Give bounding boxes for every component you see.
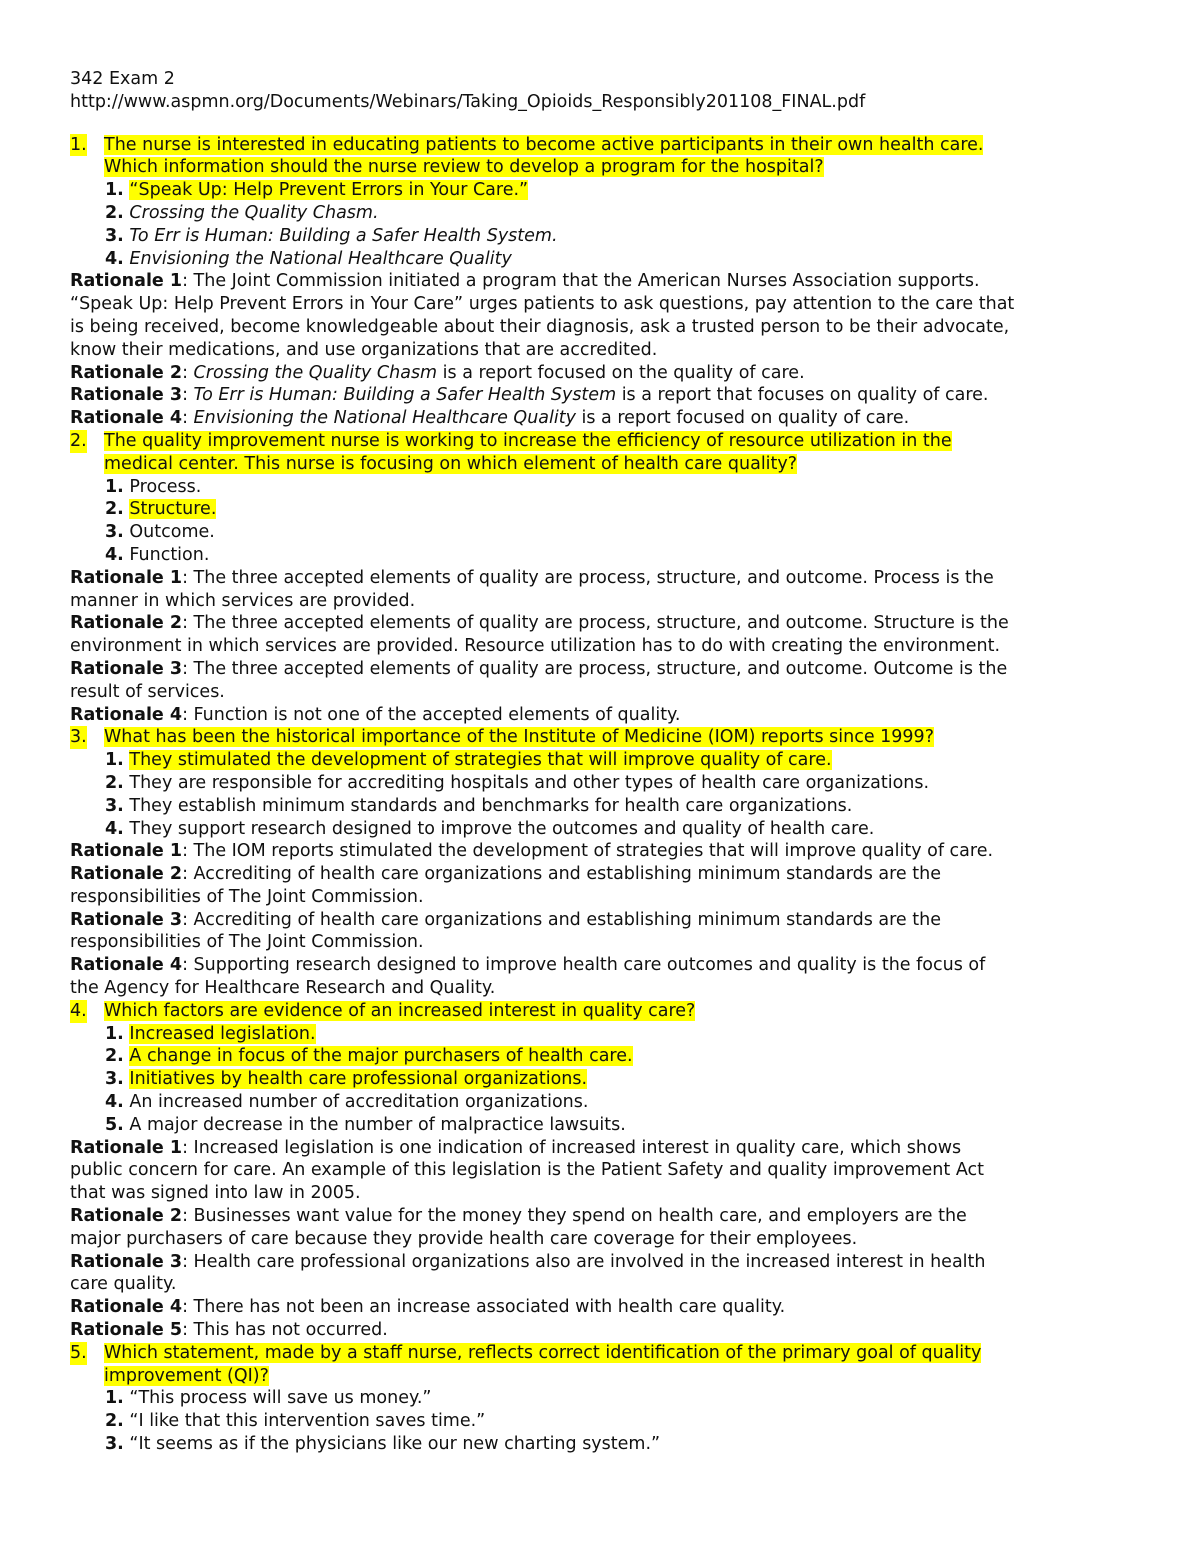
question-block (70, 1342, 1140, 1456)
rationale: Rationale 1: The IOM reports stimulated the development of strategies that will improve quality of care. (70, 841, 994, 862)
rationale: Rationale 2: Businesses want value for the money they spend on health care, and employers are the (70, 1206, 967, 1227)
question-text-line: medical center. This nurse is focusing on which element of health care quality? (104, 453, 798, 474)
question-stem (70, 726, 1140, 749)
answer-option: 1. “Speak Up: Help Prevent Errors in Your Care.” (105, 180, 529, 201)
rationale-continuation: public concern for care. An example of this legislation is the Patient Safety and quality improvement Act (70, 1160, 984, 1181)
rationale: Rationale 3: To Err is Human: Building a Safer Health System is a report that focuses on quality of care. (70, 385, 989, 406)
answer-option: 3. Initiatives by health care professional organizations. (105, 1069, 588, 1090)
answer-option: 3. Outcome. (105, 522, 215, 543)
question-text-line: The quality improvement nurse is working to increase the efficiency of resource utilization in the (104, 430, 952, 451)
answer-option: 3. “It seems as if the physicians like our new charting system.” (105, 1434, 661, 1455)
answer-option: 1. They stimulated the development of strategies that will improve quality of care. (105, 750, 832, 771)
rationale-continuation: major purchasers of care because they provide health care coverage for their employees. (70, 1228, 858, 1249)
question-text-line: improvement (QI)? (104, 1365, 269, 1386)
answer-option: 2. They are responsible for accrediting hospitals and other types of health care organizations. (105, 772, 930, 793)
answer-option: 2. “I like that this intervention saves time.” (105, 1411, 486, 1432)
option-text: Increased legislation. (129, 1023, 316, 1044)
option-text: Process. (129, 476, 202, 497)
rationale-continuation: “Speak Up: Help Prevent Errors in Your Care” urges patients to ask questions, pay attention to the care that (70, 294, 1015, 315)
question-number: 3. (70, 727, 87, 748)
question-block (70, 430, 1140, 726)
question-text-line: Which information should the nurse review to develop a program for the hospital? (104, 157, 824, 178)
question-stem (70, 430, 1140, 453)
question-text-line: The nurse is interested in educating patients to become active participants in their own health care. (104, 134, 984, 155)
question-number: 4. (70, 1000, 87, 1021)
option-text: “This process will save us money.” (129, 1388, 432, 1409)
question-text-line: Which factors are evidence of an increased interest in quality care? (104, 1000, 696, 1021)
question-number: 1. (70, 134, 87, 155)
rationale: Rationale 3: Health care professional organizations also are involved in the increased interest in health (70, 1251, 986, 1272)
rationale-continuation: that was signed into law in 2005. (70, 1183, 361, 1204)
question-block (70, 726, 1140, 1000)
document-header (70, 68, 1140, 114)
rationale-continuation: responsibilities of The Joint Commission. (70, 932, 424, 953)
rationale: Rationale 1: The Joint Commission initiated a program that the American Nurses Association supports. (70, 271, 980, 292)
answer-option: 4. Envisioning the National Healthcare Quality (105, 248, 512, 269)
answer-option: 4. They support research designed to improve the outcomes and quality of health care. (105, 818, 875, 839)
option-text: Structure. (129, 499, 217, 520)
document-title: 342 Exam 2 (70, 69, 175, 89)
option-text: “It seems as if the physicians like our new charting system.” (129, 1434, 661, 1455)
rationale: Rationale 2: The three accepted elements of quality are process, structure, and outcome. Structure is the (70, 613, 1009, 634)
answer-option: 1. “This process will save us money.” (105, 1388, 432, 1409)
option-text: “I like that this intervention saves time.” (129, 1411, 486, 1432)
rationale-continuation: the Agency for Healthcare Research and Quality. (70, 978, 496, 999)
option-text: Function. (129, 544, 210, 565)
rationale: Rationale 5: This has not occurred. (70, 1320, 388, 1341)
rationale: Rationale 3: Accrediting of health care organizations and establishing minimum standards are the (70, 909, 941, 930)
answer-option: 1. Increased legislation. (105, 1023, 316, 1044)
source-url: http://www.aspmn.org/Documents/Webinars/Taking_Opioids_Responsibly201108_FINAL.pdf (70, 91, 866, 112)
option-text: To Err is Human: Building a Safer Health System. (129, 225, 558, 246)
option-text: Outcome. (129, 522, 215, 543)
rationale-continuation: know their medications, and use organizations that are accredited. (70, 339, 658, 360)
rationale: Rationale 2: Accrediting of health care organizations and establishing minimum standards are the (70, 864, 941, 885)
answer-option: 2. Crossing the Quality Chasm. (105, 202, 379, 223)
option-text: They stimulated the development of strategies that will improve quality of care. (129, 750, 832, 771)
rationale: Rationale 2: Crossing the Quality Chasm is a report focused on the quality of care. (70, 362, 805, 383)
answer-option: 4. Function. (105, 544, 210, 565)
rationale-continuation: manner in which services are provided. (70, 590, 416, 611)
option-text: “Speak Up: Help Prevent Errors in Your Care.” (129, 180, 529, 201)
option-text: Initiatives by health care professional organizations. (129, 1069, 588, 1090)
answer-option: 5. A major decrease in the number of malpractice lawsuits. (105, 1114, 626, 1135)
option-text: They are responsible for accrediting hospitals and other types of health care organizations. (129, 772, 930, 793)
question-number: 5. (70, 1342, 87, 1363)
answer-option: 3. To Err is Human: Building a Safer Health System. (105, 225, 558, 246)
rationale-continuation: is being received, become knowledgeable about their diagnosis, ask a trusted person to be their advocate, (70, 316, 1010, 337)
question-number: 2. (70, 430, 87, 451)
option-text: An increased number of accreditation organizations. (129, 1092, 589, 1113)
option-text: A change in focus of the major purchasers of health care. (129, 1046, 633, 1067)
question-text-line: What has been the historical importance of the Institute of Medicine (IOM) reports since 1999? (104, 727, 934, 748)
rationale: Rationale 1: Increased legislation is one indication of increased interest in quality care, which shows (70, 1137, 962, 1158)
rationale-continuation: environment in which services are provided. Resource utilization has to do with creating the environment. (70, 636, 1001, 657)
question-stem (70, 1342, 1140, 1365)
rationale: Rationale 4: Envisioning the National Healthcare Quality is a report focused on quality of care. (70, 408, 910, 429)
option-text: Envisioning the National Healthcare Quality (129, 248, 512, 269)
answer-option: 3. They establish minimum standards and benchmarks for health care organizations. (105, 795, 853, 816)
rationale: Rationale 3: The three accepted elements of quality are process, structure, and outcome. Outcome is the (70, 658, 1008, 679)
option-text: They support research designed to improve the outcomes and quality of health care. (129, 818, 875, 839)
question-stem (70, 134, 1140, 157)
option-text: They establish minimum standards and benchmarks for health care organizations. (129, 795, 853, 816)
option-text: Crossing the Quality Chasm. (129, 202, 379, 223)
rationale: Rationale 4: Function is not one of the accepted elements of quality. (70, 704, 681, 725)
answer-option: 1. Process. (105, 476, 202, 497)
answer-option: 2. Structure. (105, 499, 217, 520)
rationale-continuation: result of services. (70, 681, 225, 702)
document-page (70, 68, 1140, 1456)
answer-option: 2. A change in focus of the major purchasers of health care. (105, 1046, 633, 1067)
answer-option: 4. An increased number of accreditation organizations. (105, 1092, 589, 1113)
question-text-line: Which statement, made by a staff nurse, reflects correct identification of the primary goal of quality (104, 1342, 982, 1363)
question-block (70, 134, 1140, 430)
question-stem (70, 1000, 1140, 1023)
rationale: Rationale 4: There has not been an increase associated with health care quality. (70, 1297, 786, 1318)
question-block (70, 1000, 1140, 1342)
rationale-continuation: care quality. (70, 1274, 177, 1295)
option-text: A major decrease in the number of malpractice lawsuits. (129, 1114, 626, 1135)
rationale: Rationale 4: Supporting research designed to improve health care outcomes and quality is the focus of (70, 955, 986, 976)
rationale: Rationale 1: The three accepted elements of quality are process, structure, and outcome. Process is the (70, 567, 994, 588)
rationale-continuation: responsibilities of The Joint Commission. (70, 886, 424, 907)
